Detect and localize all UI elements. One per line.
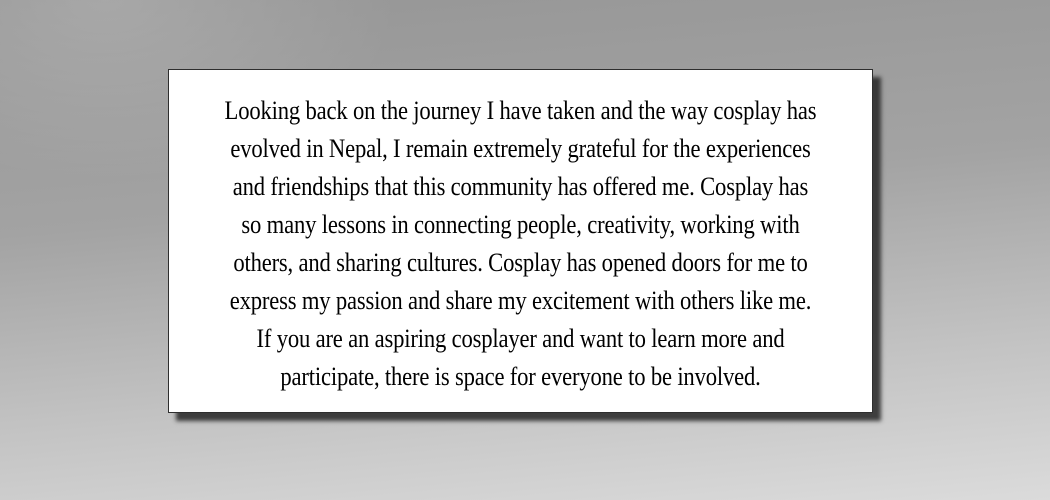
quote-line: participate, there is space for everyone to be involved. (280, 362, 761, 391)
quote-line: express my passion and share my excitement with others like me. (229, 286, 812, 315)
quote-card (168, 69, 873, 413)
quote-line: and friendships that this community has offered me. Cosplay has (232, 172, 809, 201)
quote-line: Looking back on the journey I have taken and the way cosplay has (224, 96, 817, 125)
quote-line: evolved in Nepal, I remain extremely grateful for the experiences (230, 134, 811, 163)
quote-line: so many lessons in connecting people, creativity, working with (241, 210, 800, 239)
quote-text (215, 92, 827, 396)
quote-line: others, and sharing cultures. Cosplay has opened doors for me to (233, 248, 808, 277)
quote-line: If you are an aspiring cosplayer and want to learn more and (256, 324, 785, 353)
